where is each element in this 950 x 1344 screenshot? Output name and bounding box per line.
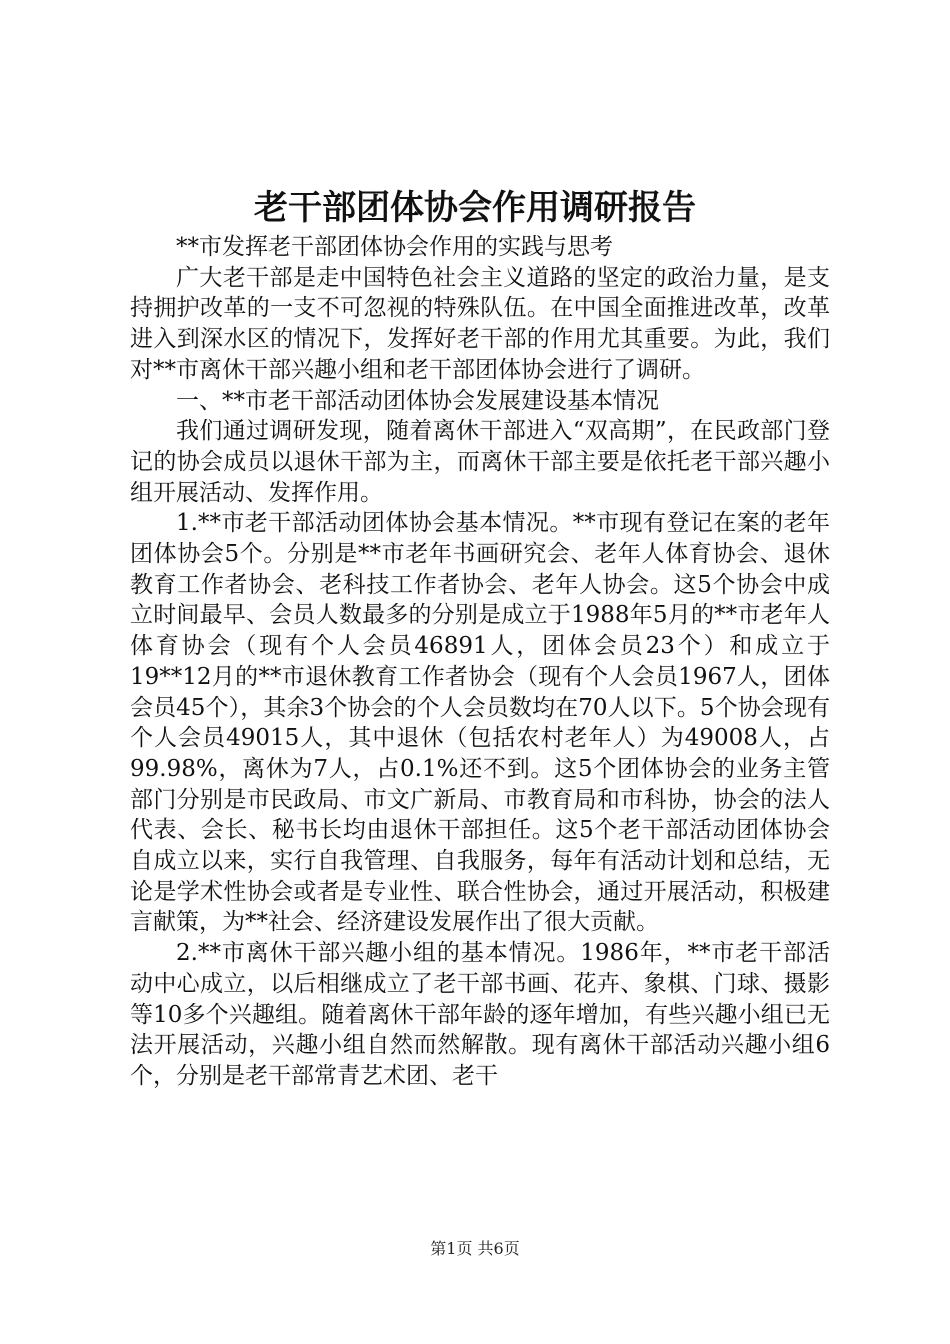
document-body bbox=[130, 232, 830, 1092]
body-paragraph: 我们通过调研发现，随着离休干部进入“双高期”，在民政部门登记的协会成员以退休干部为主，而离休干部主要是依托老干部兴趣小组开展活动、发挥作用。 bbox=[130, 418, 830, 506]
document-title: 老干部团体协会作用调研报告 bbox=[254, 188, 696, 228]
subtitle-paragraph: **市发挥老干部团体协会作用的实践与思考 bbox=[176, 234, 613, 260]
body-paragraph: 广大老干部是走中国特色社会主义道路的坚定的政治力量，是支持拥护改革的一支不可忽视的特殊队伍。在中国全面推进改革，改革进入到深水区的情况下，发挥好老干部的作用尤其重要。为此，我们对**市离休干部兴趣小组和老干部团体协会进行了调研。 bbox=[130, 264, 830, 383]
section-heading: 一、**市老干部活动团体协会发展建设基本情况 bbox=[176, 387, 659, 414]
body-paragraph: 1.**市老干部活动团体协会基本情况。**市现有登记在案的老年团体协会5个。分别是**市老年书画研究会、老年人体育协会、退休教育工作者协会、老科技工作者协会、老年人协会。这5个协会中成立时间最早、会员人数最多的分别是成立于1988年5月的**市老年人体育协会（现有个人会员46891人，团体会员23个）和成立于19**12月的**市退休教育工作者协会（现有个人会员1967人，团体会员45个），其余3个协会的个人会员数均在70人以下。5个协会现有个人会员49015人，其中退休（包括农村老年人）为49008人，占99.98%，离休为7人，占0.1%还不到。这5个团体协会的业务主管部门分别是市民政局、市文广新局、市教育局和市科协，协会的法人代表、会长、秘书长均由退休干部担任。这5个老干部活动团体协会自成立以来，实行自我管理、自我服务，每年有活动计划和总结，无论是学术性协会或者是专业性、联合性协会，通过开展活动，积极建言献策，为**社会、经济建设发展作出了很大贡献。 bbox=[130, 510, 830, 936]
page-footer: 第1页 共6页 bbox=[430, 1239, 520, 1258]
body-paragraph: 2.**市离休干部兴趣小组的基本情况。1986年，**市老干部活动中心成立，以后相继成立了老干部书画、花卉、象棋、门球、摄影等10多个兴趣组。随着离休干部年龄的逐年增加，有些兴趣小组已无法开展活动，兴趣小组自然而然解散。现有离休干部活动兴趣小组6个，分别是老干部常青艺术团、老干 bbox=[130, 940, 830, 1089]
